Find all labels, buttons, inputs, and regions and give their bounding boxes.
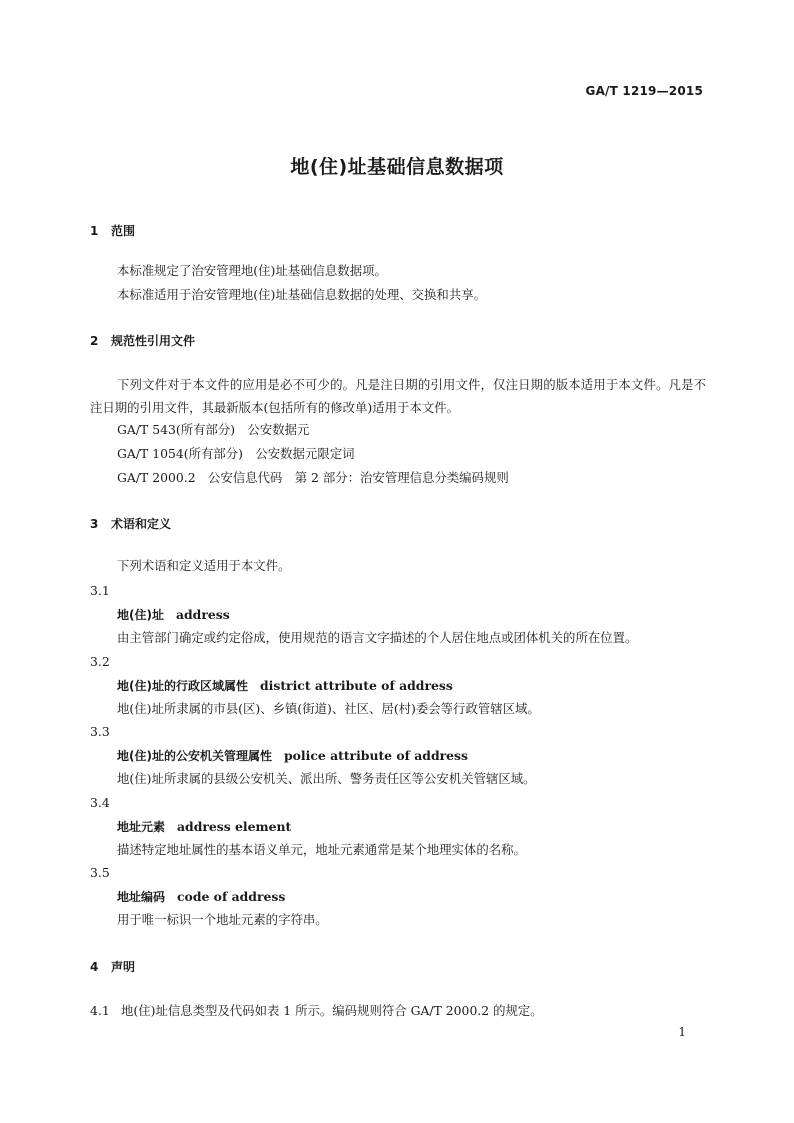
section-title: 术语和定义 [111, 517, 172, 531]
term-heading [117, 747, 468, 764]
standard-code: GA/T 1219—2015 [585, 84, 703, 98]
reference-title: 公安信息代码 第 2 部分：治安管理信息分类编码规则 [207, 470, 509, 485]
section-2-heading [90, 332, 195, 349]
term-name-en: district attribute of address [259, 678, 453, 693]
document-title: 地(住)址基础信息数据项 [290, 156, 504, 178]
section-title: 规范性引用文件 [111, 334, 196, 348]
term-definition: 地(住)址所隶属的县级公安机关、派出所、警务责任区等公安机关管辖区域。 [117, 771, 536, 786]
page-number: 1 [678, 1025, 686, 1039]
term-name-en: address element [177, 819, 292, 834]
reference-title: 公安数据元限定词 [255, 446, 355, 461]
section-number: 4 [90, 960, 99, 974]
term-definition: 用于唯一标识一个地址元素的字符串。 [117, 912, 328, 927]
term-heading [117, 888, 285, 905]
term-heading [117, 677, 453, 694]
reference-code: GA/T 1054(所有部分) [117, 446, 243, 461]
term-number: 3.2 [90, 654, 110, 669]
term-name-zh: 地(住)址 [117, 608, 164, 622]
clause-text: 地(住)址信息类型及代码如表 1 所示。编码规则符合 GA/T 2000.2 的规定。 [121, 1003, 543, 1018]
reference-item [117, 445, 355, 463]
term-name-en: code of address [177, 889, 286, 904]
clause-number: 4.1 [90, 1003, 110, 1018]
scope-paragraph-1: 本标准规定了治安管理地(住)址基础信息数据项。 [117, 263, 387, 278]
section-title: 范围 [111, 224, 136, 238]
scope-paragraph-2: 本标准适用于治安管理地(住)址基础信息数据的处理、交换和共享。 [117, 287, 486, 302]
term-definition: 由主管部门确定或约定俗成，使用规范的语言文字描述的个人居住地点或团体机关的所在位置。 [117, 630, 638, 645]
section-number: 3 [90, 517, 99, 531]
clause-4-1 [90, 1002, 543, 1020]
term-name-zh: 地(住)址的行政区域属性 [117, 679, 248, 693]
term-definition: 描述特定地址属性的基本语义单元，地址元素通常是某个地理实体的名称。 [117, 842, 526, 857]
section-4-heading [90, 958, 135, 975]
term-heading [117, 606, 230, 623]
term-name-zh: 地址元素 [117, 820, 166, 834]
term-number: 3.3 [90, 724, 110, 739]
term-name-zh: 地(住)址的公安机关管理属性 [117, 749, 272, 763]
term-number: 3.1 [90, 583, 110, 598]
term-number: 3.5 [90, 865, 110, 880]
reference-title: 公安数据元 [247, 422, 310, 437]
reference-item [117, 469, 509, 487]
term-name-en: police attribute of address [283, 748, 468, 763]
term-name-en: address [175, 607, 230, 622]
section-3-heading [90, 515, 171, 532]
reference-code: GA/T 2000.2 [117, 470, 196, 485]
section-title: 声明 [111, 960, 136, 974]
terms-intro: 下列术语和定义适用于本文件。 [117, 558, 291, 573]
term-heading [117, 818, 291, 835]
reference-code: GA/T 543(所有部分) [117, 422, 236, 437]
normative-references-intro: 下列文件对于本文件的应用是必不可少的。凡是注日期的引用文件，仅注日期的版本适用于本文件。凡是不注日期的引用文件，其最新版本(包括所有的修改单)适用于本文件。 [90, 377, 706, 415]
section-number: 1 [90, 224, 99, 238]
reference-item [117, 421, 309, 439]
section-1-heading [90, 222, 135, 239]
term-name-zh: 地址编码 [117, 890, 166, 904]
section-number: 2 [90, 334, 99, 348]
term-definition: 地(住)址所隶属的市县(区)、乡镇(街道)、社区、居(村)委会等行政管辖区域。 [117, 701, 540, 716]
term-number: 3.4 [90, 795, 110, 810]
